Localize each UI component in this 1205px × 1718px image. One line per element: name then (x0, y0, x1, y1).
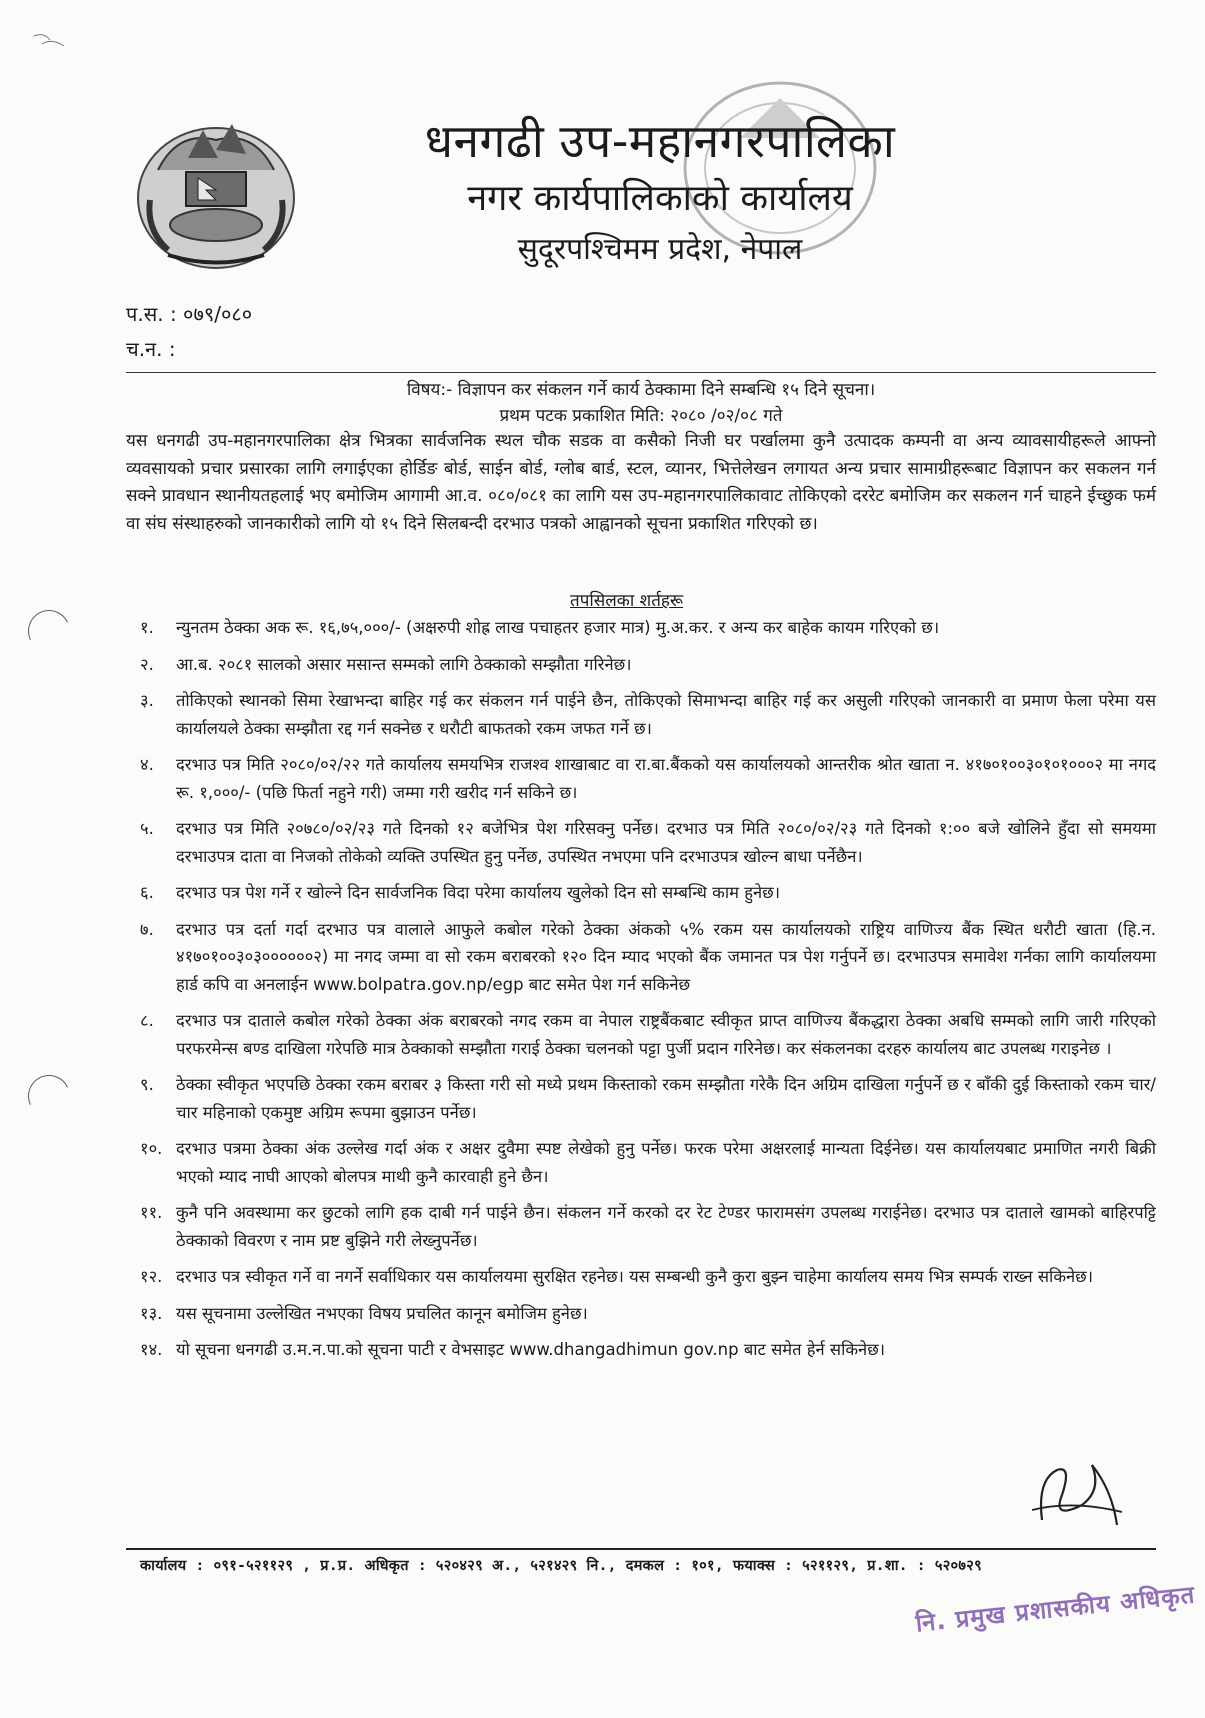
dispatch-number: च.न. : (126, 337, 176, 361)
nepal-emblem-icon (128, 110, 303, 275)
condition-text: यस सूचनामा उल्लेखित नभएका विषय प्रचलित कानून बमोजिम हुनेछ। (176, 1303, 588, 1323)
condition-number: १२. (140, 1267, 163, 1286)
condition-text: दरभाउ पत्र मिति २०८०/०२/२२ गते कार्यालय समयभित्र राजश्व शाखाबाट वा रा.बा.बैंकको यस कार्यालयको आन्तरीक श्रोत खाता न. ४१७०१००३०१०१०००२ मा नगद रू. १,०००/- (पछि फिर्ता नहुने गरी) जम्मा गरी खरीद गर्न सकिने छ। (176, 755, 1156, 802)
condition-text: दरभाउ पत्र दर्ता गर्दा दरभाउ पत्र वालाले आफुले कबोल गरेको ठेक्का अंकको ५% रकम यस कार्यालयको राष्ट्रिय वाणिज्य बैंक स्थित धरौटी खाता (हि.न. ४१७०१००३०३००००००२) मा नगद जम्मा वा सो रकम बराबरको १२० दिन म्याद भएको बैंक जमानत पत्र पेश गर्नुपर्ने छ। दरभाउपत्र समावेश गर्नका लागि कार्यालयमा हार्ड कपि वा अनलाईन www.bolpatra.gov.np/egp बाट समेत पेश गर्न सकिनेछ (176, 919, 1156, 994)
contact-footer: कार्यालय : ०९१-५२११२९ , प्र.प्र. अधिकृत : ५२०४२९ अ., ५२१४२९ नि., दमकल : १०१, फयाक्स : ५२११२९, प्र.शा. : ५२०७२९ (140, 1558, 982, 1574)
officer-stamp: नि. प्रमुख प्रशासकीय अधिकृत (914, 1580, 1197, 1638)
condition-number: १०. (140, 1139, 163, 1158)
condition-item (140, 651, 1156, 679)
condition-item (140, 1199, 1156, 1254)
condition-text: ठेक्का स्वीकृत भएपछि ठेक्का रकम बराबर ३ किस्ता गरी सो मध्ये प्रथम किस्ताको रकम सम्झौता गरेकै दिन अग्रिम दाखिला गर्नुपर्ने छ र बाँकी दुई किस्ताको रकम चार/चार महिनाको एकमुष्ट अग्रिम रूपमा बुझाउन पर्नेछ। (176, 1075, 1156, 1122)
condition-item (140, 916, 1156, 999)
condition-number: ३. (140, 691, 154, 710)
condition-item (140, 1336, 1156, 1364)
subject-line: विषय:- विज्ञापन कर संकलन गर्ने कार्य ठेक्कामा दिने सम्बन्धि १५ दिने सूचना। (406, 380, 876, 400)
condition-text: दरभाउ पत्र पेश गर्ने र खोल्ने दिन सार्वजनिक विदा परेमा कार्यालय खुलेको दिन सो सम्बन्धि काम हुनेछ। (176, 883, 780, 902)
condition-text: दरभाउ पत्र स्वीकृत गर्ने वा नगर्ने सर्वाधिकार यस कार्यालयमा सुरक्षित रहनेछ। यस सम्बन्धी कुनै कुरा बुझ्न चाहेमा कार्यालय समय भित्र सम्पर्क राख्न सकिनेछ। (176, 1267, 1093, 1286)
conditions-heading: तपसिलका शर्तहरू (570, 591, 684, 611)
header-divider (126, 372, 1156, 373)
condition-number: ९. (140, 1075, 154, 1094)
conditions-list (140, 614, 1156, 1373)
condition-item (140, 1007, 1156, 1062)
punch-hole-mark (22, 604, 76, 658)
condition-number: ८. (140, 1011, 154, 1030)
condition-item (140, 1071, 1156, 1126)
scan-mark (30, 30, 70, 60)
letterhead (380, 110, 940, 274)
condition-number: ४. (140, 755, 154, 774)
condition-number: ७. (140, 919, 154, 939)
condition-number: ११. (140, 1203, 163, 1222)
condition-text: दरभाउ पत्रमा ठेक्का अंक उल्लेख गर्दा अंक र अक्षर दुवैमा स्पष्ट लेखेको हुनु पर्नेछ। फरक परेमा अक्षरलाई मान्यता दिईनेछ। यस कार्यालयबाट प्रमाणित नगरी बिक्री भएको म्याद नाघी आएको बोलपत्र माथी कुनै कारवाही हुने छैन। (176, 1139, 1156, 1186)
condition-text: दरभाउ पत्र दाताले कबोल गरेको ठेक्का अंक बराबरको नगद रकम वा नेपाल राष्ट्रबैंकबाट स्वीकृत प्राप्त वाणिज्य बैंकद्धारा ठेक्का अबधि सम्मको लागि जारी गरिएको परफरमेन्स बण्ड दाखिला गरेपछि मात्र ठेक्काको सम्झौता गराई ठेक्का चलनको पट्टा पुर्जी प्रदान गरिनेछ। कर संकलनका दरहरु कार्यालय बाट उपलब्ध गराइनेछ । (176, 1011, 1156, 1058)
condition-text: कुनै पनि अवस्थामा कर छुटको लागि हक दाबी गर्न पाईने छैन। संकलन गर्ने करको दर रेट टेण्डर फारामसंग उपलब्ध गराईनेछ। दरभाउ पत्र दाताले खामको बाहिरपट्टि ठेक्काको विवरण र नाम प्रष्ट बुझिने गरी लेख्नुपर्नेछ। (176, 1203, 1156, 1250)
condition-item (140, 614, 1156, 642)
condition-item (140, 1263, 1156, 1291)
condition-text: न्युनतम ठेक्का अक रू. १६,७५,०००/- (अक्षरुपी शोह्र लाख पचाहतर हजार मात्र) मु.अ.कर. र अन्य कर बाहेक कायम गरिएको छ। (176, 618, 940, 637)
condition-number: ६. (140, 883, 154, 902)
condition-item (140, 879, 1156, 907)
condition-number: ५. (140, 819, 154, 838)
signature-icon (1022, 1450, 1132, 1535)
letter-number: प.स. : ०७९/०८० (126, 302, 253, 326)
province-name: सुदूरपश्चिमम प्रदेश, नेपाल (517, 232, 803, 267)
condition-item (140, 1300, 1156, 1328)
condition-text: आ.ब. २०८१ सालको असार मसान्त सम्मको लागि ठेक्काको सम्झौता गरिनेछ। (176, 654, 632, 674)
office-name: नगर कार्यपालिकाको कार्यालय (467, 178, 853, 219)
intro-paragraph: यस धनगढी उप-महानगरपालिका क्षेत्र भित्रका सार्वजनिक स्थल चौक सडक वा कसैको निजी घर पर्खालमा कुनै उत्पादक कम्पनी वा अन्य व्यावसायीहरूले आफ्नो व्यवसायको प्रचार प्रसारका लागि लगाईएका होर्डिङ बोर्ड, साईन बोर्ड, ग्लोब बार्ड, स्टल, व्यानर, भित्तेलेखन लगायत अन्य प्रचार सामाग्रीहरूबाट विज्ञापन कर सकलन गर्न सक्ने प्रावधान स्थानीयतहलाई भए बमोजिम आगामी आ.व. ०८०/०८१ का लागि यस उप-महानगरपालिकावाट तोकिएको दररेट बमोजिम कर सकलन गर्न चाहने ईच्छुक फर्म वा संघ संस्थाहरुको जानकारीको लागि यो १५ दिने सिलबन्दी दरभाउ पत्रको आह्वानको सूचना प्रकाशित गरिएको छ। (126, 431, 1156, 534)
condition-number: १४. (140, 1340, 163, 1359)
condition-item (140, 1135, 1156, 1190)
condition-item (140, 751, 1156, 806)
condition-text: यो सूचना धनगढी उ.म.न.पा.को सूचना पाटी र वेभसाइट www.dhangadhimun gov.np बाट समेत हेर्न सकिनेछ। (176, 1340, 886, 1359)
punch-hole-mark (22, 1069, 76, 1123)
publish-date-line: प्रथम पटक प्रकाशित मिति: २०८० /०२/०८ गते (499, 406, 783, 426)
condition-number: १३. (140, 1303, 163, 1323)
footer-divider (126, 1548, 1156, 1550)
condition-number: २. (140, 654, 154, 674)
org-name: धनगढी उप-महानगरपालिका (424, 114, 896, 168)
subject-block (126, 377, 1156, 429)
condition-item (140, 687, 1156, 742)
condition-number: १. (140, 618, 154, 637)
condition-text: तोकिएको स्थानको सिमा रेखाभन्दा बाहिर गई कर संकलन गर्न पाईने छैन, तोकिएको सिमाभन्दा बाहिर गई कर असुली गरिएको जानकारी वा प्रमाण फेला परेमा यस कार्यालयले ठेक्का सम्झौता रद्द गर्न सक्नेछ र धरौटी बाफतको रकम जफत गर्ने छ। (176, 691, 1156, 738)
condition-text: दरभाउ पत्र मिति २०७८०/०२/२३ गते दिनको १२ बजेभित्र पेश गरिसक्नु पर्नेछ। दरभाउ पत्र मिति २०८०/०२/२३ गते दिनको १:०० बजे खोलिने हुँदा सो समयमा दरभाउपत्र दाता वा निजको तोकेको व्यक्ति उपस्थित हुनु पर्नेछ, उपस्थित नभएमा पनि दरभाउपत्र खोल्न बाधा पर्नेछैन। (176, 819, 1156, 866)
condition-item (140, 815, 1156, 870)
